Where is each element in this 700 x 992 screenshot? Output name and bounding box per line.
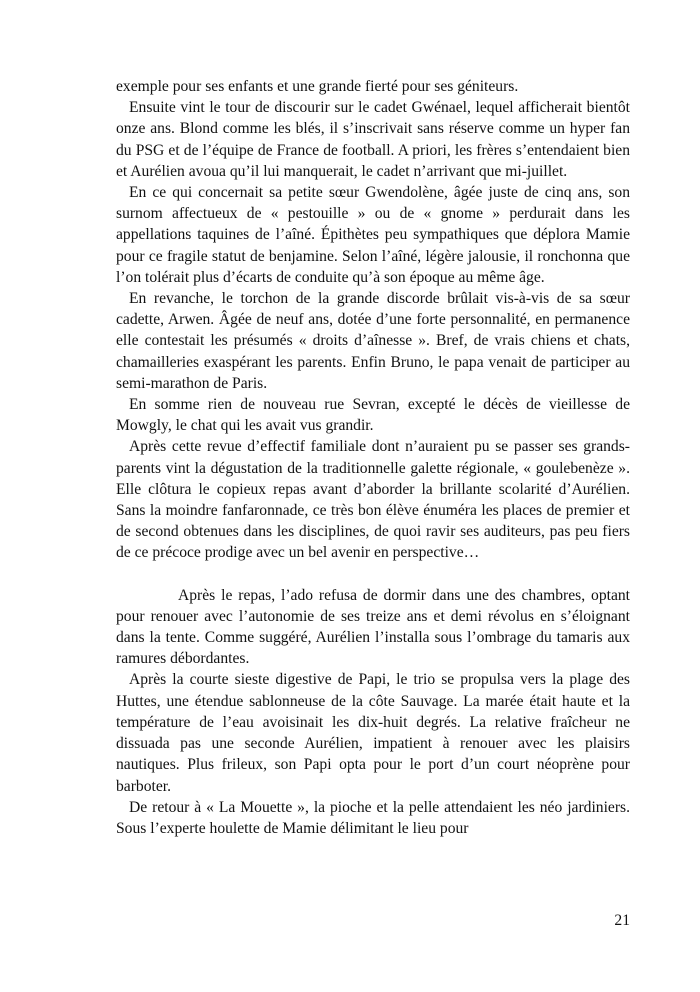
paragraph-7: Après le repas, l’ado refusa de dormir dans une des chambres, optant pour renouer avec l’autonomie de ses treize ans et demi révolus en s’éloignant dans la tente. Comme suggéré, Aurélien l’installa sous l’ombrage du tamaris aux ramures débordantes. <box>116 586 630 668</box>
paragraph-9: De retour à « La Mouette », la pioche et la pelle attendaient les néo jardiniers. Sous l’experte houlette de Mamie délimitant le lieu pour <box>116 798 630 837</box>
paragraph-2: Ensuite vint le tour de discourir sur le cadet Gwénael, lequel afficherait bientôt onze ans. Blond comme les blés, il s’inscrivait sans réserve comme un hyper fan du PSG et de l’équipe de France de football. A priori, les frères s’entendaient bien et Aurélien avoua qu’il lui manquerait, le cadet n’arrivant que mi-juillet. <box>116 99 630 180</box>
paragraph-4: En revanche, le torchon de la grande discorde brûlait vis-à-vis de sa sœur cadette, Arwen. Âgée de neuf ans, dotée d’une forte personnalité, en permanence elle contestait les présumés « droits d’aînesse ». Bref, de vrais chiens et chats, chamailleries exaspérant les parents. Enfin Bruno, le papa venait de participer au semi-marathon de Paris. <box>116 290 630 392</box>
paragraph-1: exemple pour ses enfants et une grande fierté pour ses géniteurs. <box>116 78 519 95</box>
paragraph-8: Après la courte sieste digestive de Papi, le trio se propulsa vers la plage des Huttes, une étendue sablonneuse de la côte Sauvage. La marée était haute et la température de l’eau avoisinait les dix-huit degrés. La relative fraîcheur ne dissuada pas une seconde Aurélien, impatient à renouer avec les plaisirs nautiques. Plus frileux, son Papi opta pour le port d’un court néoprène pour barboter. <box>116 671 630 795</box>
page-number: 21 <box>614 912 630 929</box>
paragraph-5: En somme rien de nouveau rue Sevran, excepté le décès de vieillesse de Mowgly, le chat qui les avait vus grandir. <box>116 396 630 435</box>
paragraph-3: En ce qui concernait sa petite sœur Gwendolène, âgée juste de cinq ans, son surnom affectueux de « pestouille » ou de « gnome » perdurait dans les appellations taquines de l’aîné. Épithètes peu sympathiques que déplora Mamie pour ce fragile statut de benjamine. Selon l’aîné, légère jalousie, il ronchonna que l’on tolérait plus d’écarts de conduite qu’à son époque au même âge. <box>116 184 630 286</box>
paragraph-6: Après cette revue d’effectif familiale dont n’auraient pu se passer ses grands-parents vint la dégustation de la traditionnelle galette régionale, « goulebenèze ». Elle clôtura le copieux repas avant d’aborder la brillante scolarité d’Aurélien. Sans la moindre fanfaronnade, ce très bon élève énuméra les places de premier et de second obtenues dans les disciplines, de quoi ravir ses auditeurs, pas peu fiers de ce précoce prodige avec un bel avenir en perspective… <box>116 438 630 562</box>
page-body <box>116 76 630 839</box>
